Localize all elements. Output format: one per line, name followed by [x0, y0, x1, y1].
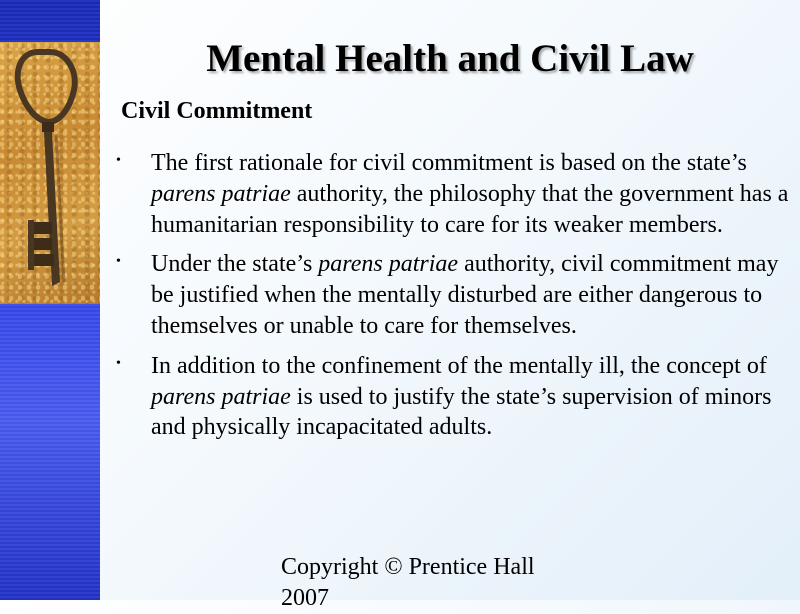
bullet-list [116, 148, 792, 452]
copyright-footer: Copyright © Prentice Hall 2007 [281, 554, 535, 611]
section-subtitle: Civil Commitment [121, 98, 313, 124]
bullet-text: In addition to the confinement of the mentally ill, the concept of parens patriae is used to justify the state’s supervision of minors and physically incapacitated adults. [151, 352, 772, 441]
latin-term: parens patriae [151, 180, 291, 207]
latin-term: parens patriae [151, 383, 291, 410]
bullet-text: The first rationale for civil commitment is based on the state’s parens patriae authority, the philosophy that the government has a humanitarian responsibility to care for its weaker members. [151, 150, 789, 238]
antique-key-photo [0, 42, 100, 304]
bullet-text: Under the state’s parens patriae authority, civil commitment may be justified when the mentally disturbed are either dangerous to themselves or unable to care for themselves. [151, 251, 779, 339]
bullet-item [116, 148, 792, 240]
bullet-item [116, 351, 792, 443]
key-icon [0, 42, 100, 304]
bullet-marker: • [116, 355, 121, 371]
latin-term: parens patriae [318, 251, 459, 278]
bullet-item [116, 249, 792, 341]
bullet-marker: • [116, 153, 121, 168]
slide-title: Mental Health and Civil Law [206, 37, 694, 80]
bullet-marker: • [116, 254, 121, 270]
